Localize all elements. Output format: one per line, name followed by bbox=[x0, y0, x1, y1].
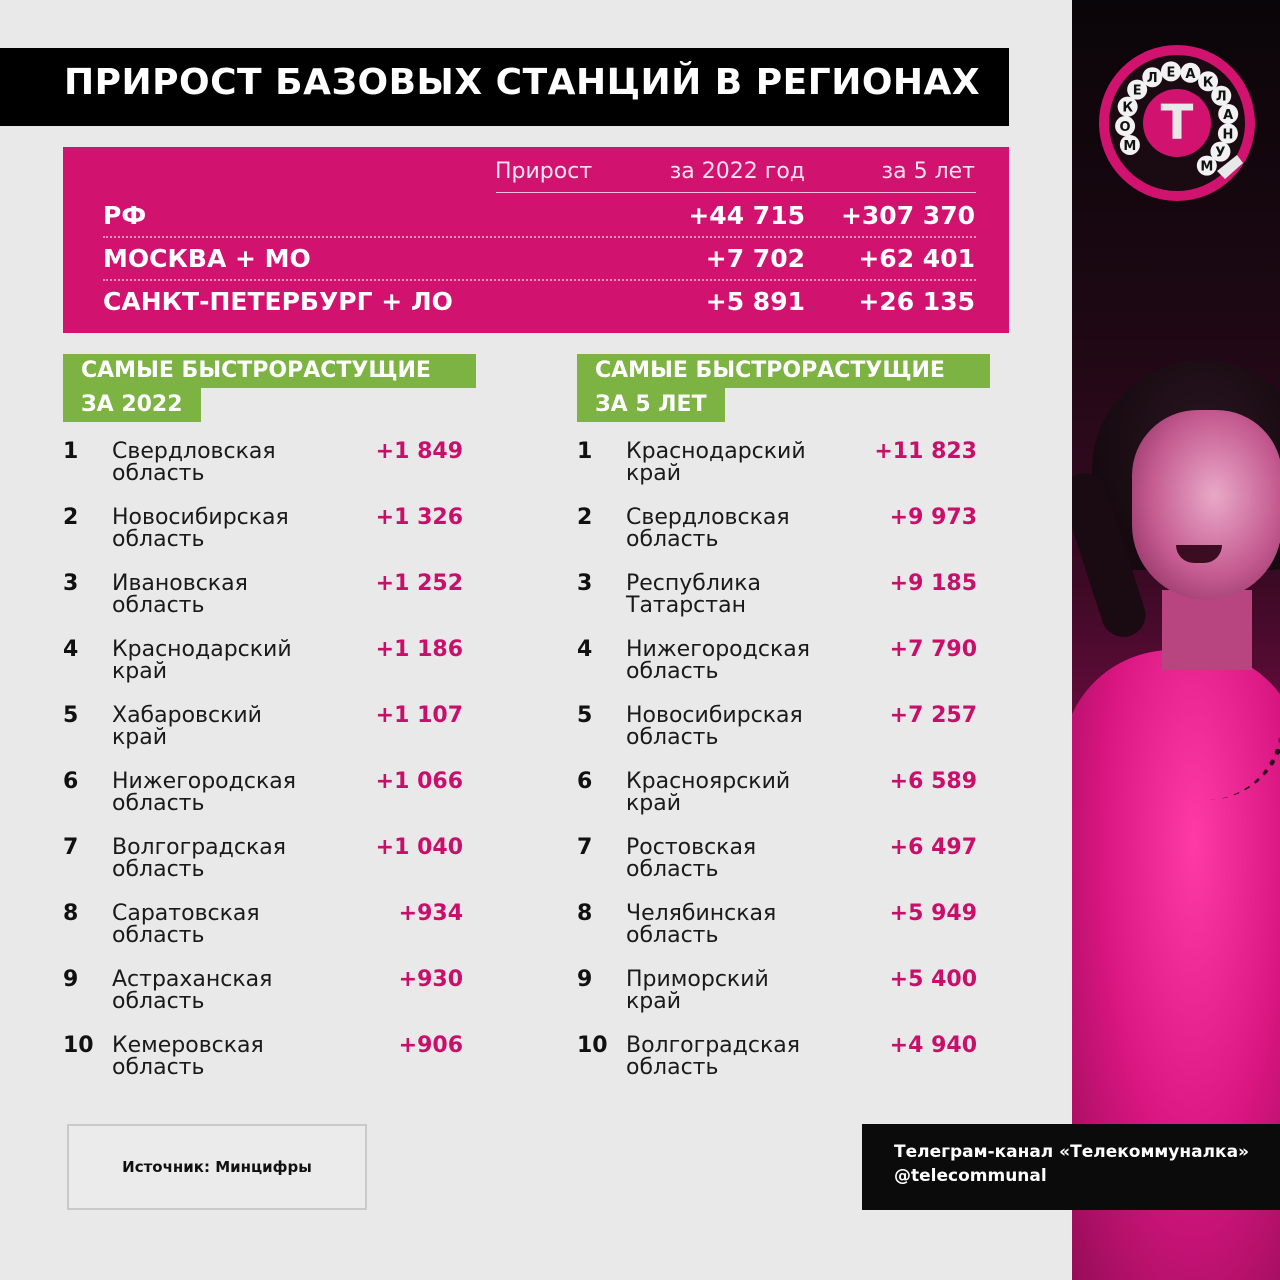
summary-row-label: МОСКВА + МО bbox=[103, 244, 311, 273]
ranking-region-line2: край bbox=[112, 659, 168, 684]
ranking-region-line1: Волгоградская bbox=[112, 835, 286, 860]
ranking-rank: 6 bbox=[577, 769, 593, 794]
ranking-region-line1: Краснодарский bbox=[626, 439, 806, 464]
ranking-region-line2: область bbox=[112, 593, 205, 618]
ranking-rank: 10 bbox=[577, 1033, 608, 1058]
ranking-rank: 1 bbox=[577, 439, 593, 464]
ranking-region-line1: Краснодарский bbox=[112, 637, 292, 662]
ranking-row bbox=[63, 507, 463, 573]
ranking-region-line1: Свердловская bbox=[626, 505, 790, 530]
source-box bbox=[67, 1124, 367, 1210]
ranking-region bbox=[112, 771, 342, 815]
ranking-region bbox=[626, 771, 856, 815]
ranking-value: +6 589 bbox=[889, 769, 977, 794]
ranking-region-line1: Новосибирская bbox=[112, 505, 289, 530]
ranking-value: +4 940 bbox=[889, 1033, 977, 1058]
ranking-region bbox=[626, 507, 856, 551]
ranking-rank: 9 bbox=[63, 967, 79, 992]
telecommunalka-logo bbox=[1097, 43, 1257, 203]
left-ranking-title-line1: САМЫЕ БЫСТРОРАСТУЩИЕ bbox=[63, 354, 476, 388]
ranking-region-line1: Приморский bbox=[626, 967, 769, 992]
credit-handle: @telecommunal bbox=[894, 1166, 1047, 1186]
ranking-value: +7 790 bbox=[889, 637, 977, 662]
ranking-region-line2: область bbox=[112, 923, 205, 948]
ranking-rank: 2 bbox=[577, 505, 593, 530]
logo-dial-letter: Е bbox=[1132, 83, 1142, 99]
ranking-region bbox=[626, 1035, 856, 1079]
ranking-region bbox=[112, 705, 342, 749]
ranking-row bbox=[63, 441, 463, 507]
ranking-region-line2: область bbox=[626, 527, 719, 552]
right-ranking-list bbox=[577, 441, 977, 1101]
ranking-row bbox=[577, 441, 977, 507]
ranking-region bbox=[626, 903, 856, 947]
credit-channel: Телеграм-канал «Телекоммуналка» bbox=[894, 1142, 1250, 1162]
summary-row-moscow bbox=[63, 238, 1009, 281]
logo-dial-letter: Л bbox=[1215, 89, 1227, 105]
ranking-region bbox=[112, 441, 342, 485]
ranking-rank: 4 bbox=[577, 637, 593, 662]
ranking-value: +1 252 bbox=[375, 571, 463, 596]
credit-box bbox=[862, 1124, 1280, 1210]
summary-row-spb bbox=[63, 281, 1009, 324]
ranking-row bbox=[577, 507, 977, 573]
header-5-years: за 5 лет bbox=[881, 159, 975, 184]
logo-dial-letter: М bbox=[1200, 159, 1214, 175]
ranking-value: +5 949 bbox=[889, 901, 977, 926]
ranking-region bbox=[112, 837, 342, 881]
left-ranking-list bbox=[63, 441, 463, 1101]
ranking-row bbox=[63, 771, 463, 837]
summary-row-label: РФ bbox=[103, 201, 147, 230]
header-growth: Прирост bbox=[495, 159, 593, 184]
ranking-value: +9 973 bbox=[889, 505, 977, 530]
ranking-region-line2: край bbox=[626, 791, 682, 816]
ranking-row bbox=[63, 903, 463, 969]
ranking-region bbox=[626, 441, 856, 485]
logo-dial-letter: Н bbox=[1222, 127, 1234, 143]
ranking-row bbox=[577, 573, 977, 639]
summary-row-2022: +5 891 bbox=[705, 287, 805, 316]
ranking-region-line1: Свердловская bbox=[112, 439, 276, 464]
ranking-region-line1: Ивановская bbox=[112, 571, 248, 596]
left-ranking-title-line2: ЗА 2022 bbox=[63, 388, 201, 422]
ranking-region bbox=[112, 639, 342, 683]
ranking-row bbox=[577, 837, 977, 903]
logo-dial-letter: А bbox=[1185, 66, 1196, 82]
right-ranking-title-line1: САМЫЕ БЫСТРОРАСТУЩИЕ bbox=[577, 354, 990, 388]
ranking-row bbox=[63, 1035, 463, 1101]
source-text: Источник: Минцифры bbox=[122, 1158, 312, 1176]
ranking-region-line2: область bbox=[112, 857, 205, 882]
logo-dial-letter: У bbox=[1215, 145, 1226, 161]
ranking-region bbox=[112, 969, 342, 1013]
ranking-region-line1: Ростовская bbox=[626, 835, 757, 860]
ranking-region-line1: Саратовская bbox=[112, 901, 260, 926]
summary-row-5y: +62 401 bbox=[858, 244, 975, 273]
ranking-rank: 3 bbox=[577, 571, 593, 596]
ranking-region-line2: область bbox=[626, 923, 719, 948]
ranking-rank: 7 bbox=[577, 835, 593, 860]
ranking-region-line1: Республика bbox=[626, 571, 761, 596]
ranking-rank: 6 bbox=[63, 769, 79, 794]
ranking-region-line2: область bbox=[626, 857, 719, 882]
ranking-row bbox=[63, 573, 463, 639]
logo-dial-letter: Е bbox=[1166, 65, 1176, 81]
logo-dial-letter: А bbox=[1223, 107, 1234, 123]
ranking-rank: 9 bbox=[577, 967, 593, 992]
ranking-region-line1: Красноярский bbox=[626, 769, 791, 794]
ranking-region-line2: область bbox=[626, 1055, 719, 1080]
ranking-region-line1: Нижегородская bbox=[626, 637, 810, 662]
logo-center-letter: Т bbox=[1160, 95, 1194, 151]
ranking-rank: 8 bbox=[577, 901, 593, 926]
ranking-value: +1 066 bbox=[375, 769, 463, 794]
ranking-region-line2: область bbox=[112, 1055, 205, 1080]
header-2022: за 2022 год bbox=[669, 159, 805, 184]
ranking-rank: 2 bbox=[63, 505, 79, 530]
ranking-value: +11 823 bbox=[874, 439, 977, 464]
ranking-rank: 4 bbox=[63, 637, 79, 662]
ranking-region-line2: область bbox=[112, 989, 205, 1014]
ranking-rank: 7 bbox=[63, 835, 79, 860]
page-title: ПРИРОСТ БАЗОВЫХ СТАНЦИЙ В РЕГИОНАХ bbox=[64, 62, 981, 103]
ranking-region-line2: область bbox=[112, 791, 205, 816]
ranking-region bbox=[112, 903, 342, 947]
ranking-row bbox=[63, 969, 463, 1035]
ranking-value: +6 497 bbox=[889, 835, 977, 860]
ranking-row bbox=[577, 969, 977, 1035]
photo-face bbox=[1132, 410, 1280, 600]
summary-table bbox=[63, 147, 1009, 333]
right-ranking-title-line2: ЗА 5 ЛЕТ bbox=[577, 388, 725, 422]
ranking-value: +1 326 bbox=[375, 505, 463, 530]
ranking-region-line2: Татарстан bbox=[626, 593, 746, 618]
ranking-region bbox=[626, 573, 856, 617]
ranking-region-line2: край bbox=[626, 989, 682, 1014]
ranking-value: +1 849 bbox=[375, 439, 463, 464]
logo-dial-letter: Л bbox=[1146, 71, 1158, 87]
ranking-region-line1: Волгоградская bbox=[626, 1033, 800, 1058]
ranking-value: +934 bbox=[398, 901, 463, 926]
ranking-region bbox=[112, 1035, 342, 1079]
ranking-rank: 1 bbox=[63, 439, 79, 464]
summary-row-5y: +307 370 bbox=[840, 201, 975, 230]
ranking-rank: 5 bbox=[577, 703, 593, 728]
logo-dial-letter: О bbox=[1119, 120, 1131, 136]
ranking-region-line1: Кемеровская bbox=[112, 1033, 264, 1058]
ranking-row bbox=[577, 639, 977, 705]
ranking-region bbox=[626, 837, 856, 881]
ranking-region bbox=[626, 639, 856, 683]
ranking-rank: 3 bbox=[63, 571, 79, 596]
ranking-value: +5 400 bbox=[889, 967, 977, 992]
ranking-region-line1: Челябинская bbox=[626, 901, 777, 926]
ranking-region-line2: область bbox=[112, 527, 205, 552]
ranking-region-line1: Новосибирская bbox=[626, 703, 803, 728]
ranking-value: +7 257 bbox=[889, 703, 977, 728]
ranking-rank: 8 bbox=[63, 901, 79, 926]
ranking-region-line2: край bbox=[626, 461, 682, 486]
ranking-row bbox=[577, 1035, 977, 1101]
ranking-value: +930 bbox=[398, 967, 463, 992]
ranking-value: +9 185 bbox=[889, 571, 977, 596]
ranking-rank: 10 bbox=[63, 1033, 94, 1058]
summary-row-rf bbox=[63, 195, 1009, 238]
summary-row-label: САНКТ-ПЕТЕРБУРГ + ЛО bbox=[103, 287, 453, 316]
ranking-region bbox=[626, 705, 856, 749]
ranking-row bbox=[577, 903, 977, 969]
ranking-region bbox=[626, 969, 856, 1013]
ranking-value: +1 186 bbox=[375, 637, 463, 662]
ranking-region bbox=[112, 573, 342, 617]
summary-row-5y: +26 135 bbox=[858, 287, 975, 316]
ranking-row bbox=[577, 705, 977, 771]
ranking-region-line2: край bbox=[112, 725, 168, 750]
ranking-value: +906 bbox=[398, 1033, 463, 1058]
summary-row-2022: +7 702 bbox=[705, 244, 805, 273]
ranking-row bbox=[63, 705, 463, 771]
ranking-value: +1 107 bbox=[375, 703, 463, 728]
ranking-row bbox=[63, 837, 463, 903]
ranking-row bbox=[63, 639, 463, 705]
logo-dial-letter: М bbox=[1123, 138, 1137, 154]
logo-dial-letter: К bbox=[1122, 100, 1133, 116]
ranking-row bbox=[577, 771, 977, 837]
ranking-region-line2: область bbox=[626, 725, 719, 750]
header-rule bbox=[496, 192, 976, 193]
ranking-region-line1: Нижегородская bbox=[112, 769, 296, 794]
ranking-region-line1: Хабаровский bbox=[112, 703, 262, 728]
telephone-cord bbox=[1167, 640, 1280, 800]
ranking-region bbox=[112, 507, 342, 551]
ranking-region-line2: область bbox=[626, 659, 719, 684]
ranking-value: +1 040 bbox=[375, 835, 463, 860]
ranking-region-line1: Астраханская bbox=[112, 967, 273, 992]
logo-dial-letter: К bbox=[1202, 75, 1214, 91]
ranking-region-line2: область bbox=[112, 461, 205, 486]
summary-row-2022: +44 715 bbox=[688, 201, 805, 230]
ranking-rank: 5 bbox=[63, 703, 79, 728]
